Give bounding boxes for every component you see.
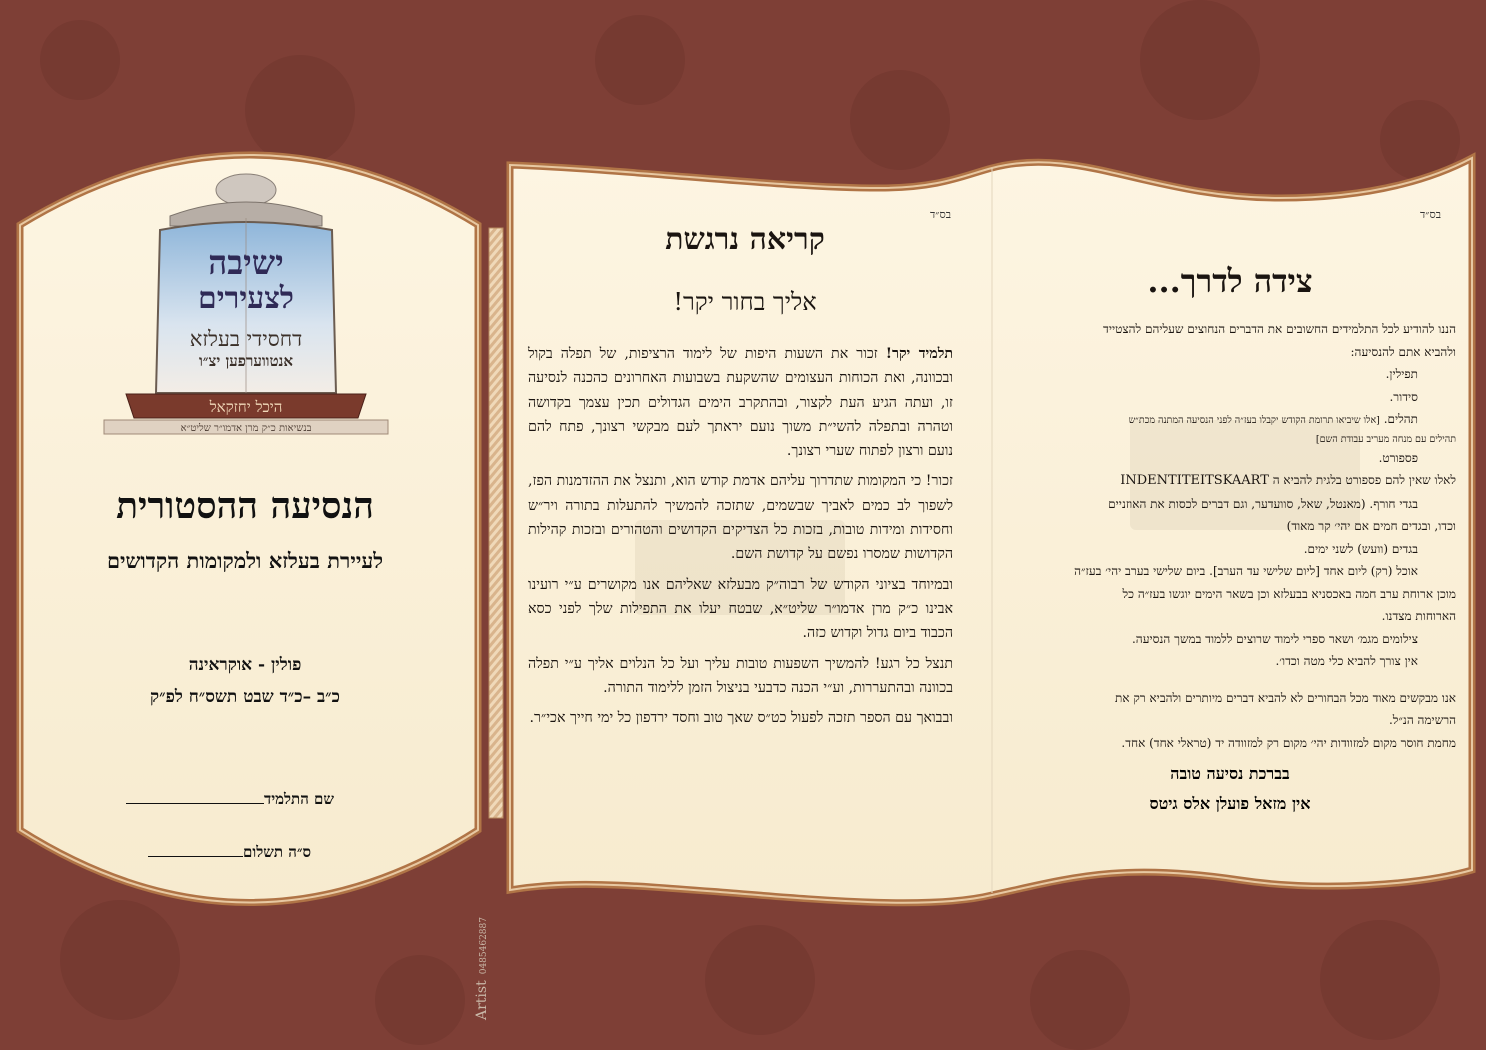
list-item: תפילין. — [1385, 367, 1418, 381]
logo-base: בנשיאות כ״ק מרן אדמו״ר שליט״א — [180, 423, 312, 434]
blessing: בברכת נסיעה טובה — [1170, 764, 1290, 783]
yeshiva-logo — [100, 168, 392, 438]
list-item-label: תהלים. — [1383, 412, 1418, 426]
student-name-blank[interactable] — [126, 789, 264, 804]
paragraph — [528, 342, 953, 463]
right-bsd: בס״ד — [1420, 208, 1442, 221]
request-line: מחמת חוסר מקום למזוודות יהי׳ מקום רק למזוודה יד (טראלי אחד) אחד. — [1121, 735, 1456, 750]
paragraph — [528, 652, 953, 701]
request-line: אנו מבקשים מאוד מכל הבחורים לא להביא דברים מיותרים ולהביא רק את — [1115, 690, 1456, 705]
paragraph-text: תנצל כל רגע! להמשיך השפעות טובות עליך ועל כל הנלוים אליך ע״י תפלה בכוונה ובהתעררות, וע״י הכנה כדבעי בניצול הזמן ללימוד התורה. — [528, 655, 953, 696]
list-item — [1006, 408, 1456, 433]
intro-line: הננו להודיע לכל התלמידים החשובים את הדברים הנחוצים שעליהם להצטייד — [1103, 322, 1456, 336]
list-item: אוכל (רק) ליום אחד [ליום שלישי עד הערב]. ביום שלישי בערב יהי׳ בעז״ה — [1074, 564, 1418, 578]
intro-line: ולהביא אתם להנסיעה: — [1350, 344, 1456, 359]
trip-dates: כ״ב –כ״ד שבט תשס״ח לפ״ק — [150, 687, 340, 707]
middle-body — [528, 342, 953, 736]
logo-line2: לצעירים — [198, 281, 294, 316]
list-item-note: תהילים עם מנחה מעריב עבודת השם] — [1315, 433, 1456, 445]
list-item: סידור. — [1389, 389, 1418, 404]
paragraph — [528, 573, 953, 646]
payment-blank[interactable] — [148, 842, 243, 857]
request-line: הרשימה הנ״ל. — [1388, 713, 1456, 727]
middle-subtitle: אליך בחור יקר! — [673, 288, 817, 316]
student-name-label: שם התלמיד — [264, 790, 335, 808]
middle-bsd: בס״ד — [930, 208, 952, 221]
paragraph-text: ובמיוחד בציוני הקודש של רבוה״ק מבעלזא שאליהם אנו מקושרים ע״י רועינו אבינו כ״ק מרן אדמו״ר שליט״א, שבטח יעלו את התפילות שלך לפני כסא הכבוד ביום גדול וקדוש כזה. — [528, 576, 953, 642]
logo-plaque: היכל יחזקאל — [209, 398, 283, 416]
list-item: בגדים (וועש) לשני ימים. — [1303, 541, 1418, 556]
payment-label: ס״ה תשלום — [243, 843, 312, 861]
list-item: פספורט. — [1378, 450, 1418, 465]
student-name-field[interactable] — [126, 789, 334, 809]
payment-field[interactable] — [148, 842, 311, 862]
list-item-continuation: הארוחות מצדנו. — [1381, 609, 1456, 623]
logo-line1: ישיבה — [208, 243, 284, 282]
artist-name: Artist — [474, 980, 490, 1020]
list-item: אין צורך להביא כלי מטה וכדו׳. — [1275, 654, 1418, 668]
logo-line4: אנטווערפען יצ״ו — [198, 352, 294, 370]
packing-list — [1006, 318, 1456, 754]
list-item-continuation: וכדו, ובגדים חמים אם יהי׳ קר מאוד) — [1286, 519, 1456, 533]
paragraph — [528, 706, 953, 730]
paragraph-lead: תלמיד יקר! — [885, 346, 953, 362]
list-item-label: לאלו שאין להם פספורט בלגית להביא ה — [1272, 473, 1456, 487]
list-item: צילומים מגמ׳ ושאר ספרי לימוד שרוצים ללמוד במשך הנסיעה. — [1131, 631, 1418, 646]
id-card-word: INDENTITEITSKAART — [1120, 473, 1269, 488]
paragraph-text: ובבואך עם הספר תזכה לפעול כט״ס שאך טוב וחסד ירדפון כל ימי חייך אכי״ר. — [529, 710, 953, 727]
brochure-title: הנסיעה ההסטורית — [116, 485, 374, 527]
artist-phone: 0485462887 — [479, 917, 489, 975]
paragraph-text: זכור! כי המקומות שתדרוך עליהם אדמת קודש הוא, ותנצל את ההזדמנות הפז, לשפוך לב כמים לאביך שבשמים, שתזכה להמשיך להתעלות בתורה ויר״ש וחסידות ומידות טובות, בזכות כל הצדיקים הקדושים והטהורים ובזכות קהילות הקדושות שמסרו נפשם על קדושת השם. — [528, 473, 953, 563]
list-item-continuation: מוכן ארוחת ערב חמה באכסניא בבעלזא וכן בשאר הימים יוגשו בעז״ה כל — [1122, 586, 1456, 601]
list-item — [1006, 469, 1456, 493]
right-title: צידה לדרך... — [1147, 262, 1313, 300]
paragraph-text: זכור את השעות היפות של לימוד הרציפות, של תפלה בקול ובכוונה, ואת הכוחות העצומים שהשקעת בשבועות האחרונים כהכנה לנסיעה זו, ועתה הגיע העת לקצור, ובהתקרב הימים הגדולים תכין עצמך בקדושה וטהרה ובתפלה להשי״ת משוך נועם יראתך לעם מבקשי רצונך, פתח להם נועם ורצון לפתוח שערי רצונך. — [528, 346, 953, 460]
list-item-note: [אלו שיביאו תרומת הקודש יקבלו בעז״ה לפני הנסיעה המתנה מכת״ש — [1128, 415, 1380, 426]
logo-line3: דחסידי בעלזא — [189, 327, 303, 351]
brochure-subtitle: לעיירת בעלזא ולמקומות הקדושים — [106, 548, 384, 573]
middle-title: קריאה נרגשת — [665, 222, 825, 257]
countries: פולין - אוקראינה — [188, 655, 302, 675]
list-item: בגדי חורף. (מאנטל, שאל, סוועדער, וגם דברים לכסות את האוזניים — [1108, 496, 1418, 511]
paragraph — [528, 469, 953, 566]
blessing-yiddish: אין מזאל פועלן אלס גיטס — [1149, 794, 1311, 813]
artist-credit — [474, 917, 490, 1020]
